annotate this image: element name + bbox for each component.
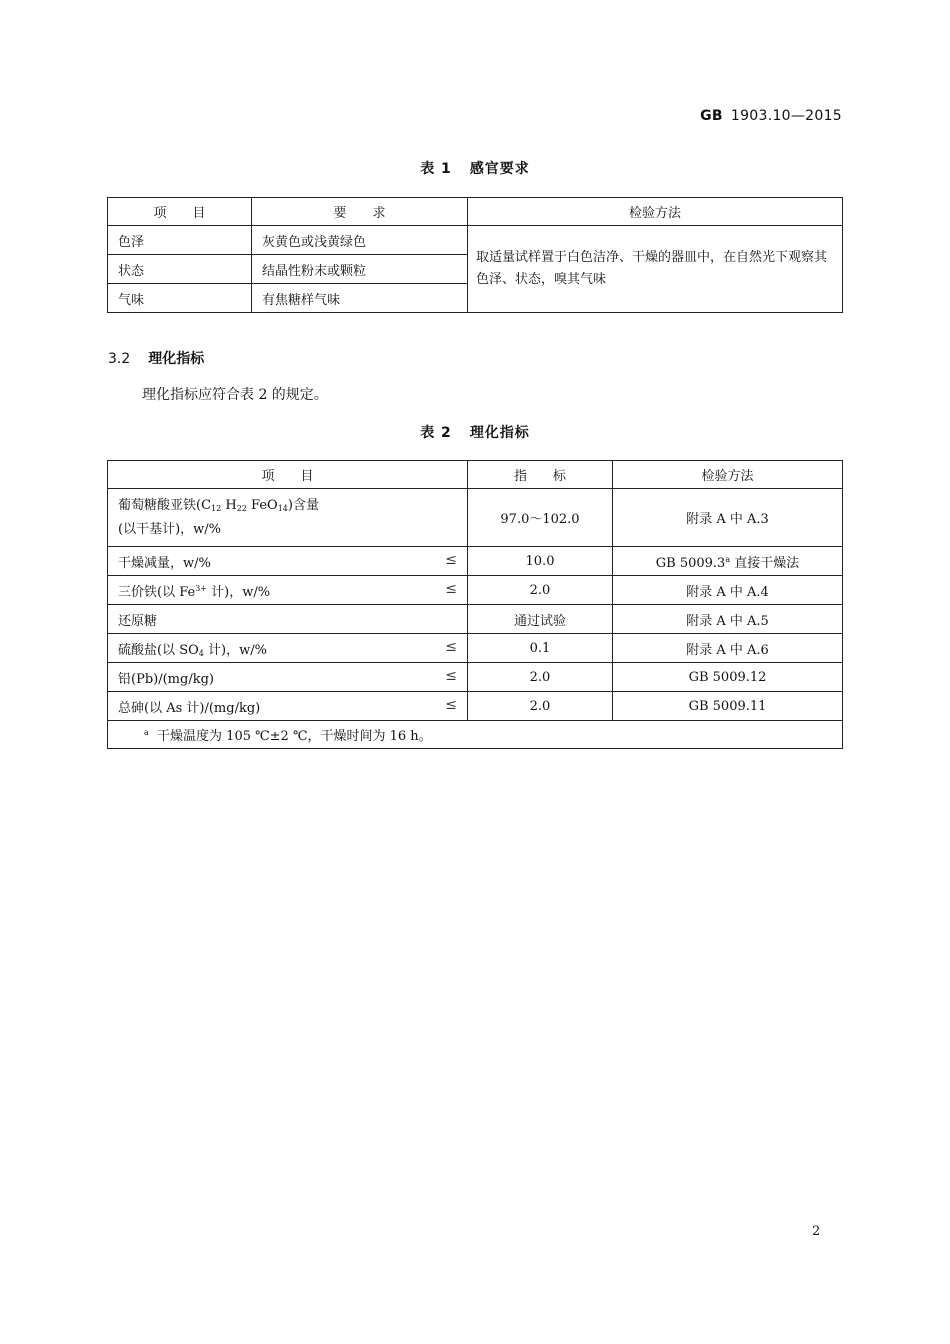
table1-number: 表 1 (420, 161, 452, 177)
row-reducing-sugar-value: 通过试验 (468, 605, 613, 634)
table2-footnote-row (108, 721, 843, 749)
row-lead-value: 2.0 (468, 663, 613, 692)
le-sign: ≤ (445, 638, 457, 655)
table-row (108, 605, 843, 634)
row-sulfate-item: 硫酸盐(以 $SO_4$ 计)，w/% ≤ (108, 634, 468, 663)
table1-title: 感官要求 (469, 161, 530, 177)
table1-item-state: 状态 (108, 255, 252, 284)
section-number: 3.2 (108, 351, 131, 367)
table1-req-color: 灰黄色或浅黄绿色 (252, 226, 468, 255)
table1-req-odor: 有焦糖样气味 (252, 284, 468, 313)
row-arsenic-method: GB 5009.11 (613, 692, 843, 721)
row-ferrous-gluconate-item: 葡萄糖酸亚铁($C_{12}$ $H_{22}$ FeO$_{14}$)含量 (以干基计)，w/% (108, 489, 468, 547)
table-row (108, 489, 843, 547)
page-number: 2 (812, 1224, 821, 1239)
row-lead-item: 铅(Pb)/(mg/kg) ≤ (108, 663, 468, 692)
le-sign: ≤ (445, 580, 457, 597)
table2-physicochemical (107, 460, 843, 749)
table2-number: 表 2 (420, 425, 452, 441)
table-row (108, 634, 843, 663)
row-drying-loss-item: 干燥减量，w/% ≤ (108, 547, 468, 576)
row-drying-loss-value: 10.0 (468, 547, 613, 576)
standard-prefix: GB (700, 108, 723, 124)
table1-header-requirement: 要 求 (252, 198, 468, 226)
row-ferrous-gluconate-method: 附录 A 中 A.3 (613, 489, 843, 547)
table2-caption (0, 422, 950, 442)
row-ferric-iron-item: 三价铁(以 $Fe^{3+}$ 计)，w/% ≤ (108, 576, 468, 605)
row-arsenic-item: 总砷(以 As 计)/(mg/kg) ≤ (108, 692, 468, 721)
table-row (108, 576, 843, 605)
standard-header (700, 108, 842, 124)
table1-method: 取适量试样置于白色洁净、干燥的器皿中，在自然光下观察其色泽、状态，嗅其气味 (468, 226, 843, 313)
row-ferric-iron-value: 2.0 (468, 576, 613, 605)
table2-header-index: 指 标 (468, 461, 613, 489)
row-sulfate-value: 0.1 (468, 634, 613, 663)
table-row (108, 547, 843, 576)
section-text: 理化指标应符合表 2 的规定。 (142, 387, 328, 403)
row-drying-loss-method: GB 5009.3$^a$ 直接干燥法 (613, 547, 843, 576)
table1-header-item: 项 目 (108, 198, 252, 226)
section-title: 理化指标 (148, 351, 205, 367)
standard-code: 1903.10—2015 (730, 108, 842, 124)
row-lead-method: GB 5009.12 (613, 663, 843, 692)
table-row (108, 663, 843, 692)
table1-sensory (107, 197, 843, 313)
row-ferric-iron-method: 附录 A 中 A.4 (613, 576, 843, 605)
row-reducing-sugar-item: 还原糖 (108, 605, 468, 634)
table1-item-color: 色泽 (108, 226, 252, 255)
section-heading (108, 348, 204, 368)
table2-header-item: 项 目 (108, 461, 468, 489)
table1-req-state: 结晶性粉末或颗粒 (252, 255, 468, 284)
table2-title: 理化指标 (469, 425, 530, 441)
table-row (108, 692, 843, 721)
row-sulfate-method: 附录 A 中 A.6 (613, 634, 843, 663)
le-sign: ≤ (445, 551, 457, 568)
table1-caption (0, 158, 950, 178)
table1-item-odor: 气味 (108, 284, 252, 313)
row-reducing-sugar-method: 附录 A 中 A.5 (613, 605, 843, 634)
le-sign: ≤ (445, 667, 457, 684)
table2-header-method: 检验方法 (613, 461, 843, 489)
table1-header-method: 检验方法 (468, 198, 843, 226)
row-ferrous-gluconate-value: 97.0～102.0 (468, 489, 613, 547)
row-arsenic-value: 2.0 (468, 692, 613, 721)
table2-footnote: $^a$ 干燥温度为 105 ℃±2 ℃，干燥时间为 16 h。 (108, 721, 843, 749)
le-sign: ≤ (445, 696, 457, 713)
